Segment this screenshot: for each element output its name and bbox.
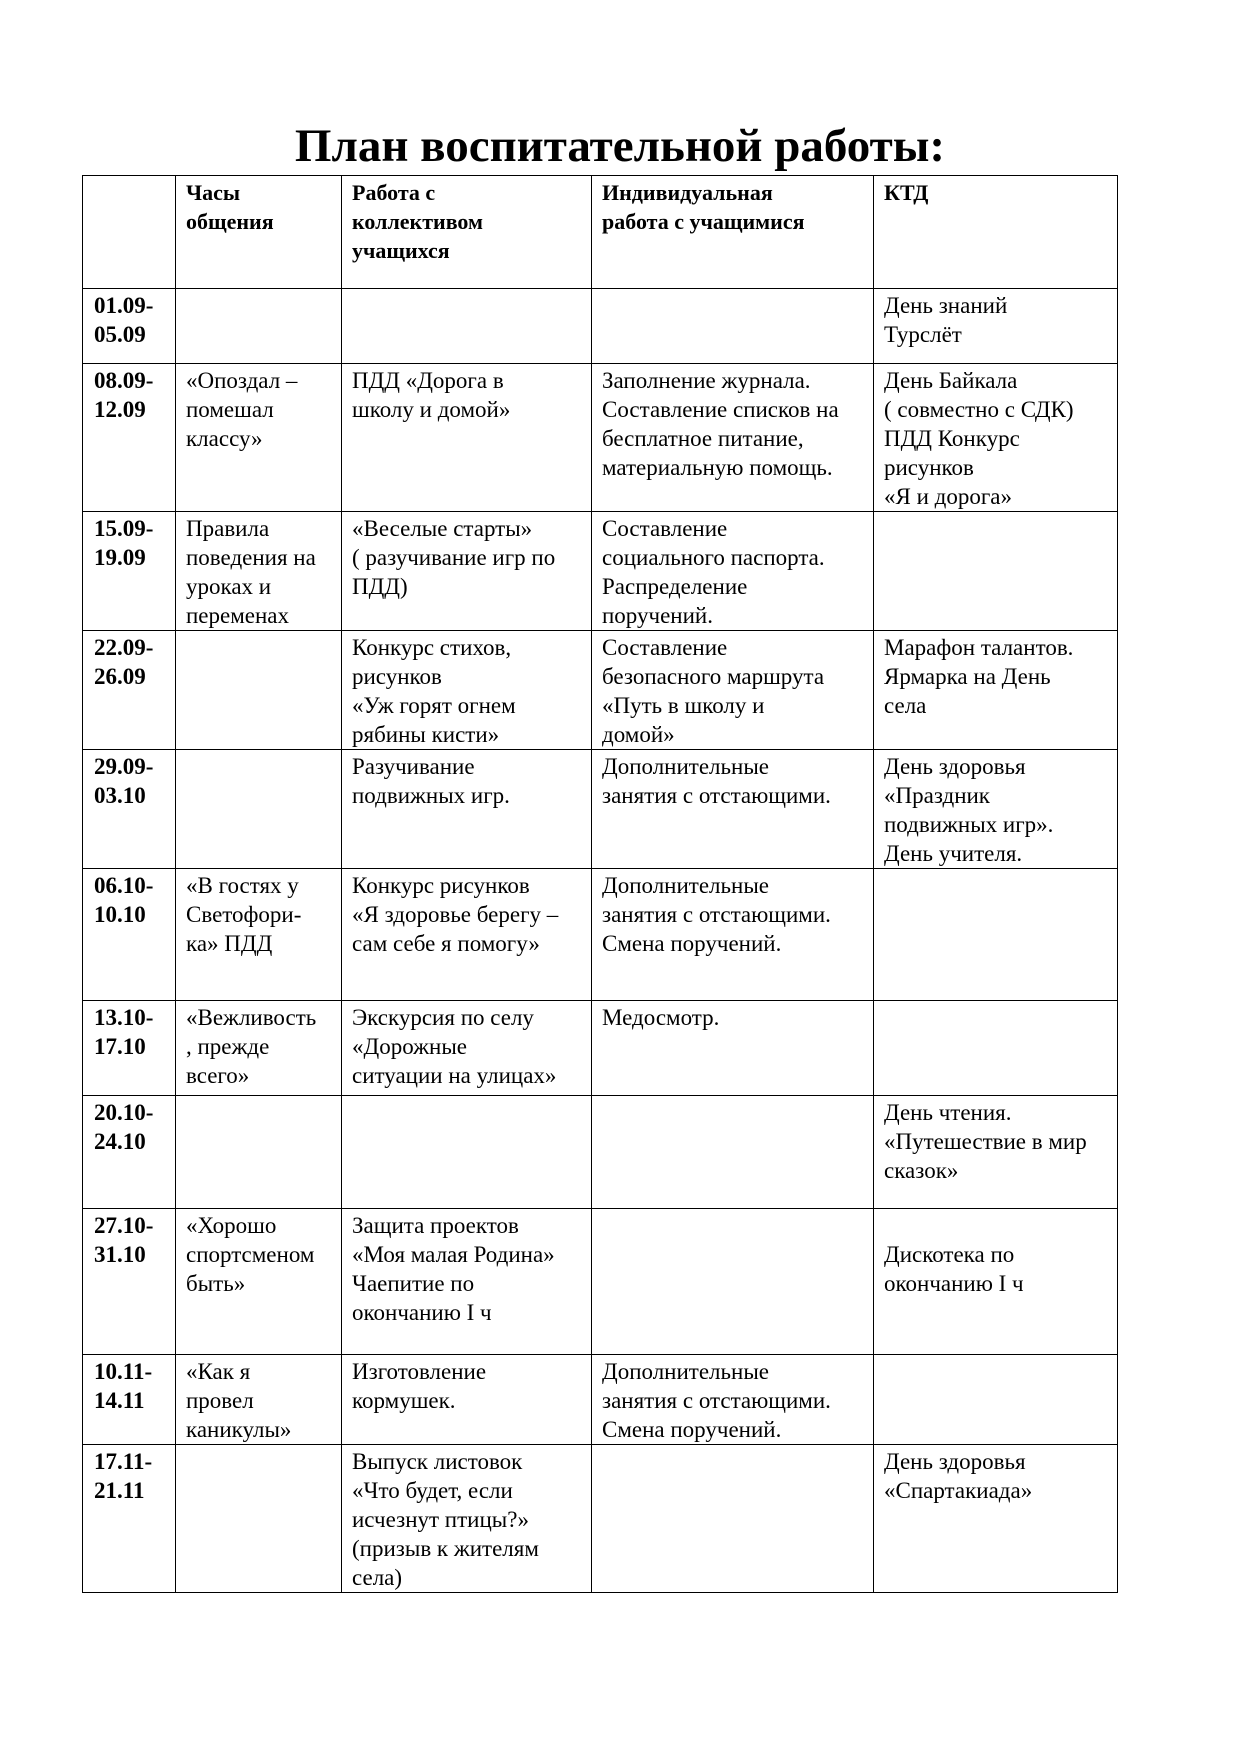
cell-date: 15.09- 19.09 bbox=[83, 512, 176, 631]
cell-ktd bbox=[874, 869, 1118, 1001]
cell-hours: «Опоздал – помешал классу» bbox=[176, 364, 342, 512]
header-ktd: КТД bbox=[874, 176, 1118, 289]
cell-hours bbox=[176, 631, 342, 750]
table-row bbox=[83, 750, 1118, 869]
cell-date: 29.09- 03.10 bbox=[83, 750, 176, 869]
cell-individual bbox=[592, 289, 874, 364]
cell-date: 06.10- 10.10 bbox=[83, 869, 176, 1001]
table-row bbox=[83, 512, 1118, 631]
cell-individual: Дополнительные занятия с отстающими. bbox=[592, 750, 874, 869]
cell-collective: Экскурсия по селу «Дорожные ситуации на улицах» bbox=[342, 1001, 592, 1096]
cell-collective: ПДД «Дорога в школу и домой» bbox=[342, 364, 592, 512]
cell-hours: Правила поведения на уроках и переменах bbox=[176, 512, 342, 631]
cell-individual bbox=[592, 1096, 874, 1209]
cell-collective: Выпуск листовок «Что будет, если исчезнут птицы?» (призыв к жителям села) bbox=[342, 1445, 592, 1593]
table-row bbox=[83, 289, 1118, 364]
table-row bbox=[83, 1209, 1118, 1355]
cell-collective bbox=[342, 1096, 592, 1209]
cell-hours bbox=[176, 1445, 342, 1593]
cell-ktd bbox=[874, 512, 1118, 631]
cell-collective: Разучивание подвижных игр. bbox=[342, 750, 592, 869]
cell-individual: Дополнительные занятия с отстающими. Смена поручений. bbox=[592, 1355, 874, 1445]
cell-ktd: День здоровья «Праздник подвижных игр». День учителя. bbox=[874, 750, 1118, 869]
cell-date: 13.10- 17.10 bbox=[83, 1001, 176, 1096]
cell-individual: Составление безопасного маршрута «Путь в школу и домой» bbox=[592, 631, 874, 750]
table-row bbox=[83, 869, 1118, 1001]
page-title: План воспитательной работы: bbox=[294, 120, 946, 172]
table-row bbox=[83, 1096, 1118, 1209]
cell-collective: Конкурс рисунков «Я здоровье берегу – сам себе я помогу» bbox=[342, 869, 592, 1001]
cell-hours: «Вежливость , прежде всего» bbox=[176, 1001, 342, 1096]
cell-hours bbox=[176, 289, 342, 364]
cell-ktd: День чтения. «Путешествие в мир сказок» bbox=[874, 1096, 1118, 1209]
cell-ktd bbox=[874, 1355, 1118, 1445]
cell-hours: «В гостях у Светофори- ка» ПДД bbox=[176, 869, 342, 1001]
cell-date: 20.10- 24.10 bbox=[83, 1096, 176, 1209]
plan-table bbox=[82, 175, 1118, 1593]
cell-collective: Конкурс стихов, рисунков «Уж горят огнем рябины кисти» bbox=[342, 631, 592, 750]
cell-ktd: Марафон талантов. Ярмарка на День села bbox=[874, 631, 1118, 750]
table-row bbox=[83, 364, 1118, 512]
cell-date: 01.09- 05.09 bbox=[83, 289, 176, 364]
cell-ktd bbox=[874, 1001, 1118, 1096]
cell-collective: Изготовление кормушек. bbox=[342, 1355, 592, 1445]
cell-ktd: Дискотека по окончанию I ч bbox=[874, 1209, 1118, 1355]
cell-date: 17.11- 21.11 bbox=[83, 1445, 176, 1593]
cell-ktd: День здоровья «Спартакиада» bbox=[874, 1445, 1118, 1593]
cell-date: 22.09- 26.09 bbox=[83, 631, 176, 750]
cell-date: 08.09- 12.09 bbox=[83, 364, 176, 512]
cell-hours: «Как я провел каникулы» bbox=[176, 1355, 342, 1445]
header-collective: Работа с коллективом учащихся bbox=[342, 176, 592, 289]
header-hours: Часы общения bbox=[176, 176, 342, 289]
cell-ktd: День знаний Турслёт bbox=[874, 289, 1118, 364]
cell-collective: Защита проектов «Моя малая Родина» Чаепитие по окончанию I ч bbox=[342, 1209, 592, 1355]
header-individual: Индивидуальная работа с учащимися bbox=[592, 176, 874, 289]
cell-hours bbox=[176, 1096, 342, 1209]
table-row bbox=[83, 631, 1118, 750]
header-date bbox=[83, 176, 176, 289]
table-row bbox=[83, 1355, 1118, 1445]
cell-hours: «Хорошо спортсменом быть» bbox=[176, 1209, 342, 1355]
cell-individual bbox=[592, 1445, 874, 1593]
cell-individual: Заполнение журнала. Составление списков на бесплатное питание, материальную помощь. bbox=[592, 364, 874, 512]
cell-ktd: День Байкала ( совместно с СДК) ПДД Конкурс рисунков «Я и дорога» bbox=[874, 364, 1118, 512]
cell-collective bbox=[342, 289, 592, 364]
table-row bbox=[83, 1445, 1118, 1593]
cell-individual: Дополнительные занятия с отстающими. Смена поручений. bbox=[592, 869, 874, 1001]
table-row bbox=[83, 1001, 1118, 1096]
cell-individual: Составление социального паспорта. Распределение поручений. bbox=[592, 512, 874, 631]
cell-individual bbox=[592, 1209, 874, 1355]
cell-collective: «Веселые старты» ( разучивание игр по ПДД) bbox=[342, 512, 592, 631]
table-header-row bbox=[83, 176, 1118, 289]
cell-date: 27.10- 31.10 bbox=[83, 1209, 176, 1355]
cell-hours bbox=[176, 750, 342, 869]
cell-individual: Медосмотр. bbox=[592, 1001, 874, 1096]
cell-date: 10.11- 14.11 bbox=[83, 1355, 176, 1445]
